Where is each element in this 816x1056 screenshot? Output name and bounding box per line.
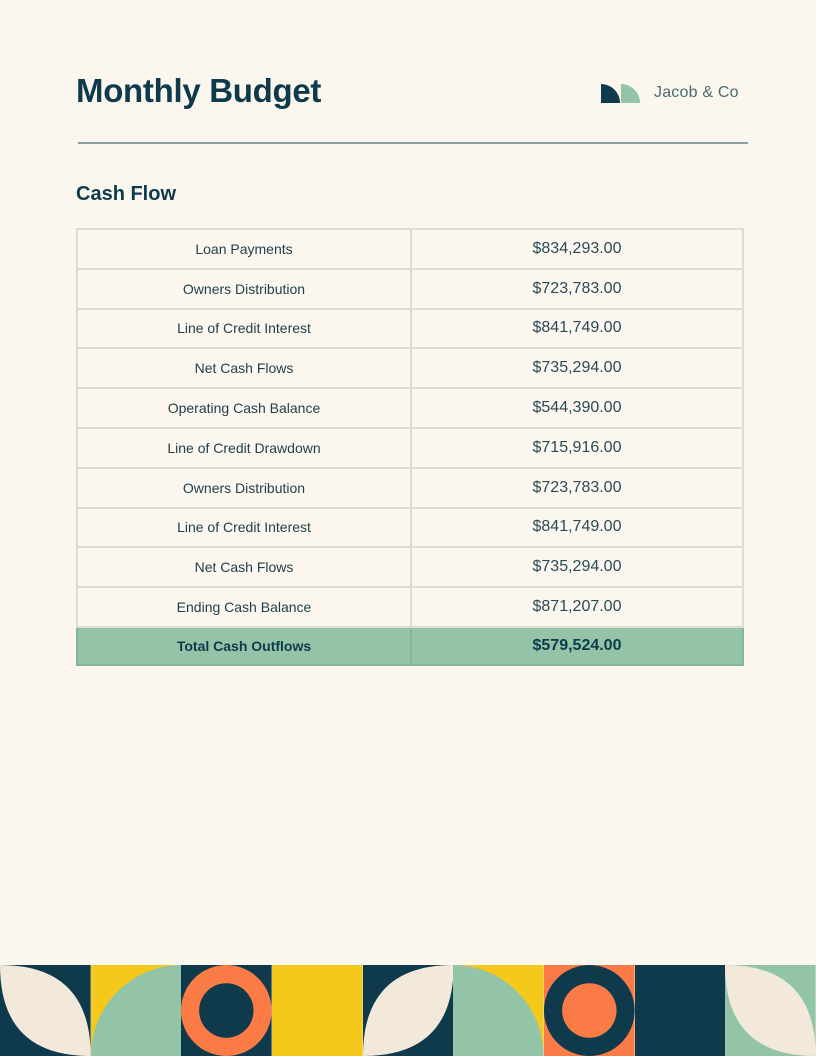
logo-quarter-navy [601, 84, 620, 103]
ring-shape-icon [181, 965, 272, 1056]
row-value: $841,749.00 [411, 508, 743, 548]
table-row [77, 309, 743, 349]
table-row [77, 468, 743, 508]
row-value: $544,390.00 [411, 388, 743, 428]
brand [601, 81, 739, 105]
table-row [77, 229, 743, 269]
row-label: Line of Credit Drawdown [77, 428, 411, 468]
table-row [77, 587, 743, 627]
decorative-footer-pattern [0, 965, 816, 1056]
quarter-circle-shape-icon [453, 965, 544, 1056]
header-divider [78, 142, 748, 144]
row-label: Line of Credit Interest [77, 508, 411, 548]
row-value: $841,749.00 [411, 309, 743, 349]
row-label: Net Cash Flows [77, 547, 411, 587]
row-value: $871,207.00 [411, 587, 743, 627]
table-row [77, 428, 743, 468]
row-value: $834,293.00 [411, 229, 743, 269]
cash-flow-table [76, 228, 744, 666]
table-row [77, 269, 743, 309]
solid-yellow-tile [272, 965, 363, 1056]
row-label: Ending Cash Balance [77, 587, 411, 627]
leaf-shape-icon [363, 965, 454, 1056]
total-label: Total Cash Outflows [77, 627, 411, 665]
leaf-shape-icon [725, 965, 816, 1056]
row-value: $735,294.00 [411, 547, 743, 587]
row-label: Loan Payments [77, 229, 411, 269]
total-row [77, 627, 743, 665]
row-value: $723,783.00 [411, 468, 743, 508]
row-label: Operating Cash Balance [77, 388, 411, 428]
quarter-circle-shape-icon [91, 965, 182, 1056]
leaf-shape-icon [0, 965, 91, 1056]
total-value: $579,524.00 [411, 627, 743, 665]
row-value: $735,294.00 [411, 348, 743, 388]
table-row [77, 508, 743, 548]
table-row [77, 547, 743, 587]
row-label: Line of Credit Interest [77, 309, 411, 349]
brand-name: Jacob & Co [654, 84, 739, 101]
row-value: $723,783.00 [411, 269, 743, 309]
row-label: Net Cash Flows [77, 348, 411, 388]
row-label: Owners Distribution [77, 468, 411, 508]
table-row [77, 348, 743, 388]
row-label: Owners Distribution [77, 269, 411, 309]
brand-logo-icon [601, 84, 640, 103]
table-row [77, 388, 743, 428]
row-value: $715,916.00 [411, 428, 743, 468]
solid-navy-tile [635, 965, 726, 1056]
ring-shape-icon [544, 965, 635, 1056]
page-title: Monthly Budget [76, 72, 322, 109]
section-title: Cash Flow [76, 183, 177, 205]
logo-quarter-sage [621, 84, 640, 103]
